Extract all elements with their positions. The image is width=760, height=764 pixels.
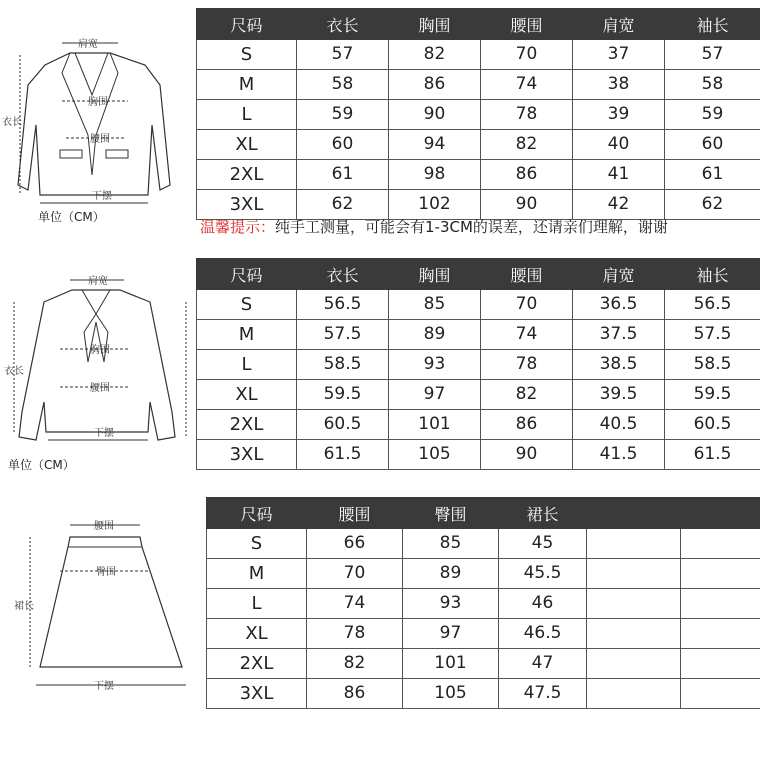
table-cell: 90	[389, 100, 481, 130]
table-cell: 59	[297, 100, 389, 130]
table-cell: S	[197, 40, 297, 70]
table-cell: 70	[481, 290, 573, 320]
table-cell: 36.5	[573, 290, 665, 320]
table-cell: 41	[573, 160, 665, 190]
skirt-hem-label: 下摆	[94, 681, 114, 692]
jacket-diagram	[0, 25, 190, 235]
table-cell: 105	[403, 679, 499, 709]
measurement-tip	[200, 216, 668, 237]
blouse-section	[0, 250, 760, 485]
table-row	[197, 190, 760, 220]
table-cell: 60.5	[297, 410, 389, 440]
table-cell: 89	[403, 559, 499, 589]
table-header-row	[207, 498, 760, 529]
header-cell: 臀围	[403, 498, 499, 529]
table-cell: 42	[573, 190, 665, 220]
table-cell	[681, 589, 760, 619]
table-cell	[587, 679, 681, 709]
table-cell: M	[207, 559, 307, 589]
header-cell: 裙长	[499, 498, 587, 529]
table-cell	[681, 649, 760, 679]
table-row	[197, 440, 760, 470]
table-cell: 45	[499, 529, 587, 559]
table-cell: 61.5	[665, 440, 760, 470]
table-row	[197, 160, 760, 190]
table-cell: 62	[297, 190, 389, 220]
header-cell: 胸围	[389, 9, 481, 40]
header-cell: 袖长	[665, 259, 760, 290]
table-cell: 60	[297, 130, 389, 160]
table-cell: M	[197, 320, 297, 350]
table-cell: 98	[389, 160, 481, 190]
table-cell	[587, 589, 681, 619]
table-cell	[681, 559, 760, 589]
table-cell: 78	[481, 350, 573, 380]
table-cell: 46.5	[499, 619, 587, 649]
table-row	[197, 100, 760, 130]
header-cell: 腰围	[307, 498, 403, 529]
table-cell: 3XL	[207, 679, 307, 709]
header-cell: 肩宽	[573, 9, 665, 40]
table-cell: 47.5	[499, 679, 587, 709]
table-cell: 101	[389, 410, 481, 440]
tip-label: 温馨提示：	[200, 218, 276, 236]
table-header-row	[197, 259, 760, 290]
table-cell: 82	[307, 649, 403, 679]
header-cell	[681, 498, 760, 529]
tip-text: 纯手工测量，可能会有1-3CM的误差，还请亲们理解，谢谢	[275, 218, 668, 236]
table-cell: 82	[481, 380, 573, 410]
table-cell: 86	[389, 70, 481, 100]
table-cell: 105	[389, 440, 481, 470]
table-row	[197, 40, 760, 70]
table-cell: 59.5	[297, 380, 389, 410]
table-cell	[587, 529, 681, 559]
blouse-unit-label: 单位（CM）	[8, 458, 75, 472]
table-cell: 85	[389, 290, 481, 320]
table-row	[207, 679, 760, 709]
table-cell: 58	[665, 70, 760, 100]
jacket-shoulder-label: 肩宽	[78, 39, 98, 50]
header-cell: 尺码	[207, 498, 307, 529]
jacket-unit-label: 单位（CM）	[38, 210, 105, 224]
table-cell: 70	[481, 40, 573, 70]
header-cell: 腰围	[481, 9, 573, 40]
table-cell: 57	[665, 40, 760, 70]
table-cell: M	[197, 70, 297, 100]
table-cell: 41.5	[573, 440, 665, 470]
header-cell: 尺码	[197, 9, 297, 40]
header-cell: 衣长	[297, 259, 389, 290]
header-cell: 肩宽	[573, 259, 665, 290]
table-cell: 61	[665, 160, 760, 190]
table-cell: 2XL	[197, 160, 297, 190]
blouse-hem-label: 下摆	[94, 428, 114, 439]
table-cell: 38	[573, 70, 665, 100]
table-cell: XL	[197, 130, 297, 160]
table-cell: 3XL	[197, 190, 297, 220]
table-cell: 39.5	[573, 380, 665, 410]
table-cell: 101	[403, 649, 499, 679]
table-cell: 37	[573, 40, 665, 70]
table-cell: 102	[389, 190, 481, 220]
table-cell: 2XL	[197, 410, 297, 440]
table-cell: 89	[389, 320, 481, 350]
header-cell: 胸围	[389, 259, 481, 290]
table-row	[207, 619, 760, 649]
table-cell: 82	[389, 40, 481, 70]
table-cell: 39	[573, 100, 665, 130]
skirt-section	[0, 485, 760, 764]
table-row	[197, 130, 760, 160]
jacket-chest-label: 胸围	[88, 97, 108, 108]
table-cell: 3XL	[197, 440, 297, 470]
table-row	[197, 70, 760, 100]
table-cell: 66	[307, 529, 403, 559]
table-cell: 74	[307, 589, 403, 619]
skirt-hip-label: 臀围	[96, 567, 116, 578]
table-cell: S	[207, 529, 307, 559]
table-cell: 86	[481, 160, 573, 190]
table-cell: 70	[307, 559, 403, 589]
table-row	[197, 290, 760, 320]
table-cell: L	[207, 589, 307, 619]
blouse-waist-label: 腰围	[90, 383, 110, 394]
jacket-waist-label: 腰围	[90, 134, 110, 145]
table-cell: 56.5	[297, 290, 389, 320]
table-cell: 60	[665, 130, 760, 160]
table-row	[197, 350, 760, 380]
table-cell	[587, 649, 681, 679]
blouse-chest-label: 胸围	[90, 345, 110, 356]
table-cell: 93	[403, 589, 499, 619]
table-cell: L	[197, 100, 297, 130]
table-cell: 57.5	[297, 320, 389, 350]
size-table-jacket	[196, 8, 760, 220]
table-cell: 58.5	[665, 350, 760, 380]
size-table-skirt	[206, 497, 760, 709]
table-cell: 74	[481, 320, 573, 350]
table-cell: 62	[665, 190, 760, 220]
size-table-blouse	[196, 258, 760, 470]
table-cell: 90	[481, 440, 573, 470]
table-cell: 2XL	[207, 649, 307, 679]
header-cell	[587, 498, 681, 529]
table-cell	[681, 679, 760, 709]
table-cell: XL	[197, 380, 297, 410]
table-cell: 37.5	[573, 320, 665, 350]
table-row	[207, 589, 760, 619]
table-cell: 94	[389, 130, 481, 160]
table-cell: 40	[573, 130, 665, 160]
table-cell: 85	[403, 529, 499, 559]
jacket-hem-label: 下摆	[92, 191, 112, 202]
table-cell: 57	[297, 40, 389, 70]
table-cell: 78	[481, 100, 573, 130]
table-cell: 38.5	[573, 350, 665, 380]
table-cell: 46	[499, 589, 587, 619]
table-cell: L	[197, 350, 297, 380]
jacket-length-label: 衣长	[2, 117, 22, 128]
skirt-waist-label: 腰围	[94, 521, 114, 532]
table-cell: 61.5	[297, 440, 389, 470]
table-cell: 60.5	[665, 410, 760, 440]
header-cell: 袖长	[665, 9, 760, 40]
table-cell: 40.5	[573, 410, 665, 440]
table-cell	[587, 559, 681, 589]
table-cell: S	[197, 290, 297, 320]
jacket-section	[0, 0, 760, 250]
table-cell: 82	[481, 130, 573, 160]
skirt-length-label: 裙长	[14, 601, 34, 612]
table-cell: 74	[481, 70, 573, 100]
table-cell	[681, 619, 760, 649]
table-cell: 78	[307, 619, 403, 649]
table-cell: 90	[481, 190, 573, 220]
table-cell: 58	[297, 70, 389, 100]
table-row	[207, 529, 760, 559]
table-cell: 61	[297, 160, 389, 190]
blouse-diagram	[0, 262, 195, 462]
table-cell: 47	[499, 649, 587, 679]
table-cell: 93	[389, 350, 481, 380]
table-cell: 59	[665, 100, 760, 130]
table-cell: 97	[403, 619, 499, 649]
table-cell	[681, 529, 760, 559]
skirt-diagram	[0, 505, 200, 725]
table-cell: 59.5	[665, 380, 760, 410]
table-header-row	[197, 9, 760, 40]
blouse-shoulder-label: 肩宽	[88, 276, 108, 287]
header-cell: 衣长	[297, 9, 389, 40]
table-cell: XL	[207, 619, 307, 649]
header-cell: 腰围	[481, 259, 573, 290]
table-row	[197, 380, 760, 410]
table-row	[197, 320, 760, 350]
table-cell: 86	[307, 679, 403, 709]
blouse-length-label: 衣长	[4, 366, 24, 377]
table-row	[207, 559, 760, 589]
table-cell: 56.5	[665, 290, 760, 320]
table-row	[207, 649, 760, 679]
table-cell	[587, 619, 681, 649]
table-cell: 45.5	[499, 559, 587, 589]
table-row	[197, 410, 760, 440]
table-cell: 57.5	[665, 320, 760, 350]
header-cell: 尺码	[197, 259, 297, 290]
table-cell: 58.5	[297, 350, 389, 380]
table-cell: 86	[481, 410, 573, 440]
table-cell: 97	[389, 380, 481, 410]
